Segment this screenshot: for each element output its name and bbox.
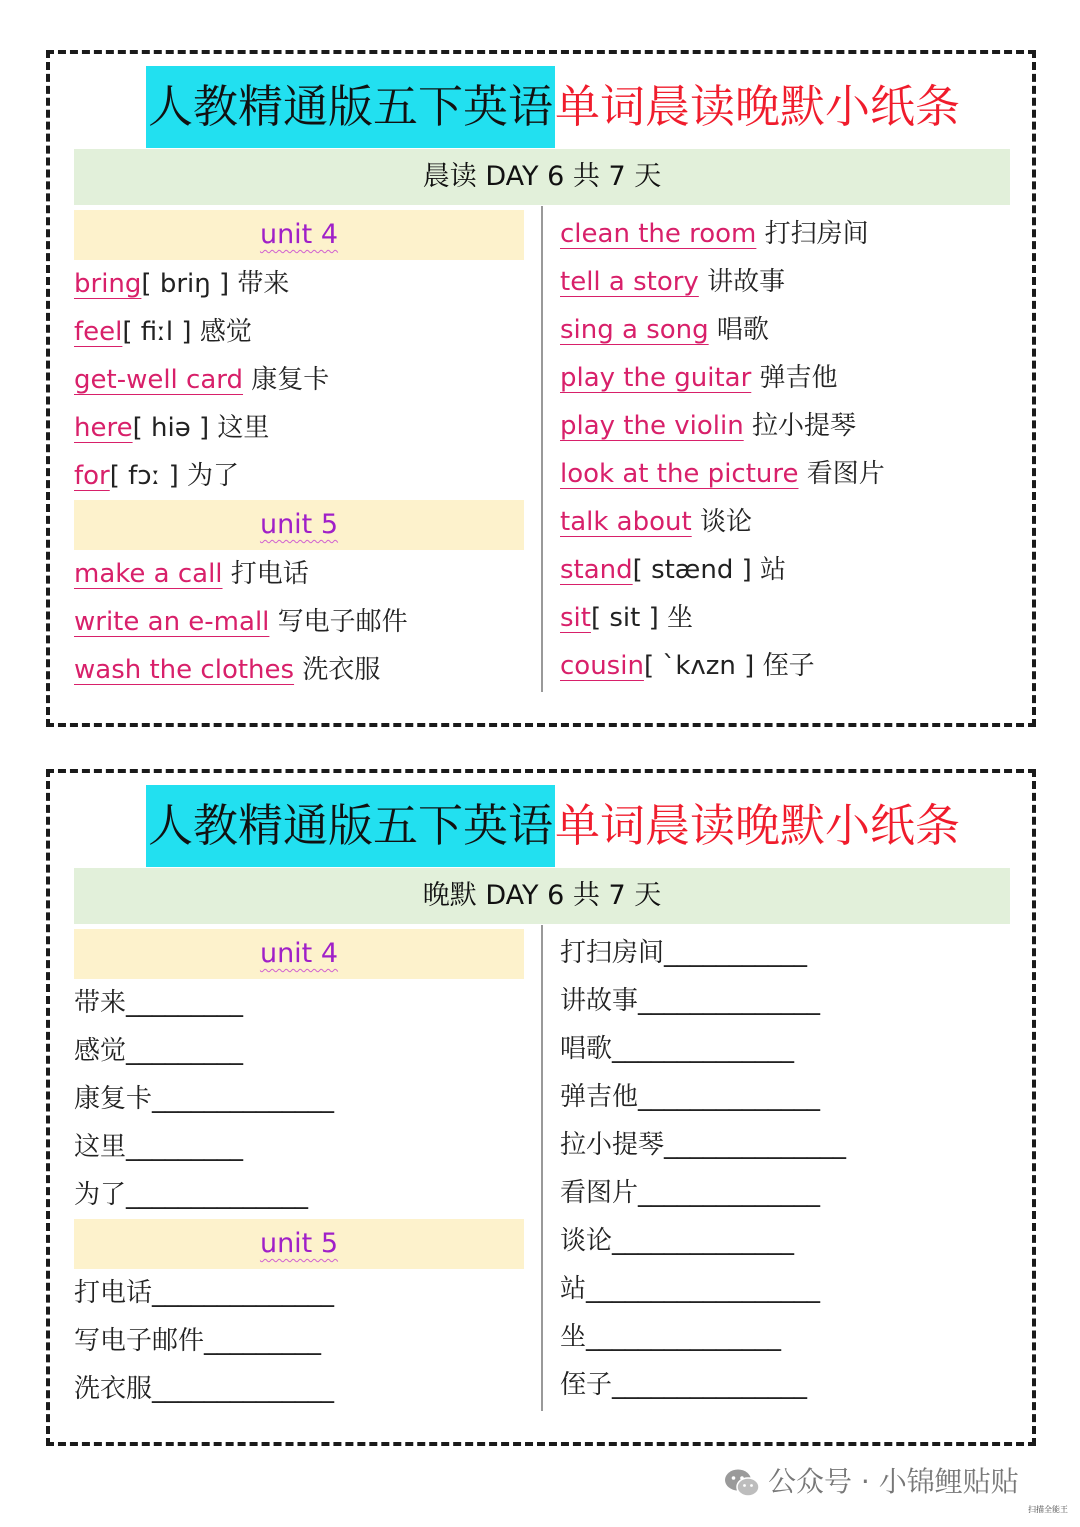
vocab-row — [560, 210, 1020, 258]
english-term: play the violin — [560, 411, 744, 441]
answer-blank[interactable]: ______________ — [612, 1034, 795, 1064]
chinese-prompt: 洗衣服 — [74, 1374, 153, 1404]
chinese-meaning: 洗衣服 — [302, 655, 381, 685]
dictation-row — [560, 1217, 1020, 1265]
chinese-meaning: 打扫房间 — [764, 219, 869, 249]
unit-header — [74, 500, 524, 550]
scanner-stamp: 扫描全能王 — [1028, 1505, 1068, 1514]
column-divider — [541, 925, 543, 1411]
english-term: look at the picture — [560, 459, 799, 489]
dictation-row — [74, 1317, 524, 1365]
phonetic: [ `kʌzn ] — [643, 651, 755, 681]
answer-blank[interactable]: ______________ — [638, 986, 821, 1016]
answer-blank[interactable]: __________________ — [586, 1274, 821, 1304]
english-term: stand — [560, 555, 633, 585]
vocab-row — [560, 306, 1020, 354]
vocab-row — [74, 260, 524, 308]
chinese-meaning: 带来 — [237, 269, 290, 299]
answer-blank[interactable]: ______________ — [664, 1130, 847, 1160]
vocab-row — [74, 404, 524, 452]
evening-card — [46, 769, 1036, 1446]
chinese-meaning: 坐 — [667, 603, 694, 633]
evening-left-column — [74, 929, 524, 1413]
answer-blank[interactable]: _______________ — [612, 1370, 808, 1400]
english-term: here — [74, 413, 133, 443]
vocab-row — [560, 402, 1020, 450]
title-blue-part: 人教精通版五下英语 — [146, 785, 555, 867]
vocab-row — [560, 594, 1020, 642]
answer-blank[interactable]: ______________ — [126, 1180, 309, 1210]
answer-blank[interactable]: ___________ — [664, 938, 808, 968]
chinese-meaning: 这里 — [217, 413, 270, 443]
chinese-prompt: 感觉 — [74, 1036, 127, 1066]
dictation-row — [560, 977, 1020, 1025]
english-term: cousin — [560, 651, 644, 681]
vocab-row — [74, 308, 524, 356]
answer-blank[interactable]: _________ — [204, 1326, 322, 1356]
chinese-prompt: 坐 — [560, 1322, 587, 1352]
english-term: tell a story — [560, 267, 699, 297]
vocab-row — [74, 646, 524, 694]
morning-day-band: 晨读 DAY 6 共 7 天 — [74, 149, 1010, 205]
english-term: for — [74, 461, 110, 491]
chinese-prompt: 谈论 — [560, 1226, 613, 1256]
unit-header — [74, 210, 524, 260]
evening-day-band: 晚默 DAY 6 共 7 天 — [74, 868, 1010, 924]
answer-blank[interactable]: _______________ — [586, 1322, 782, 1352]
phonetic: [ fiːl ] — [122, 317, 192, 347]
english-term: play the guitar — [560, 363, 752, 393]
dictation-row — [74, 1365, 524, 1413]
chinese-meaning: 弹吉他 — [759, 363, 838, 393]
chinese-meaning: 打电话 — [230, 559, 309, 589]
chinese-prompt: 写电子邮件 — [74, 1326, 205, 1356]
chinese-meaning: 为了 — [187, 461, 240, 491]
dictation-row — [560, 1121, 1020, 1169]
wechat-icon — [724, 1468, 760, 1498]
vocab-row — [560, 642, 1020, 690]
dictation-row — [74, 1123, 524, 1171]
chinese-prompt: 康复卡 — [74, 1084, 153, 1114]
dictation-row — [560, 1361, 1020, 1409]
chinese-prompt: 这里 — [74, 1132, 127, 1162]
title-red-part: 单词晨读晚默小纸条 — [555, 799, 961, 852]
answer-blank[interactable]: ______________ — [152, 1278, 335, 1308]
dictation-row — [560, 1025, 1020, 1073]
chinese-prompt: 讲故事 — [560, 986, 639, 1016]
footer-watermark — [724, 1460, 1019, 1504]
answer-blank[interactable]: _________ — [126, 1132, 244, 1162]
chinese-meaning: 讲故事 — [707, 267, 786, 297]
chinese-meaning: 写电子邮件 — [277, 607, 408, 637]
phonetic: [ stænd ] — [632, 555, 752, 585]
vocab-row — [74, 452, 524, 500]
vocab-row — [560, 258, 1020, 306]
column-divider — [541, 206, 543, 692]
answer-blank[interactable]: ______________ — [152, 1084, 335, 1114]
dictation-row — [74, 1171, 524, 1219]
english-term: talk about — [560, 507, 692, 537]
evening-right-column — [560, 929, 1020, 1409]
answer-blank[interactable]: ______________ — [152, 1374, 335, 1404]
answer-blank[interactable]: ______________ — [638, 1082, 821, 1112]
morning-card — [46, 50, 1036, 727]
english-term: wash the clothes — [74, 655, 295, 685]
vocab-row — [74, 550, 524, 598]
answer-blank[interactable]: _________ — [126, 988, 244, 1018]
morning-right-column — [560, 210, 1020, 690]
answer-blank[interactable]: ______________ — [638, 1178, 821, 1208]
chinese-meaning: 感觉 — [199, 317, 252, 347]
chinese-prompt: 站 — [560, 1274, 587, 1304]
page-title-repeat — [146, 785, 960, 867]
chinese-meaning: 谈论 — [699, 507, 752, 537]
dictation-row — [560, 1073, 1020, 1121]
chinese-meaning: 侄子 — [762, 651, 815, 681]
chinese-prompt: 弹吉他 — [560, 1082, 639, 1112]
morning-left-column — [74, 210, 524, 694]
chinese-meaning: 唱歌 — [716, 315, 769, 345]
chinese-prompt: 打扫房间 — [560, 938, 665, 968]
dictation-row — [560, 1313, 1020, 1361]
unit-label: unit 4 — [259, 938, 339, 969]
chinese-prompt: 打电话 — [74, 1278, 153, 1308]
vocab-row — [560, 354, 1020, 402]
chinese-meaning: 看图片 — [806, 459, 885, 489]
dictation-row — [74, 1027, 524, 1075]
dictation-row — [560, 1169, 1020, 1217]
english-term: get-well card — [74, 365, 244, 395]
chinese-prompt: 为了 — [74, 1180, 127, 1210]
chinese-prompt: 带来 — [74, 988, 127, 1018]
dictation-row — [74, 1269, 524, 1317]
chinese-meaning: 站 — [760, 555, 787, 585]
english-term: sing a song — [560, 315, 709, 345]
english-term: feel — [74, 317, 123, 347]
footer-text: 公众号 · 小锦鲤贴贴 — [768, 1465, 1019, 1498]
unit-label: unit 5 — [259, 509, 339, 540]
phonetic: [ briŋ ] — [141, 269, 230, 299]
phonetic: [ sit ] — [590, 603, 659, 633]
vocab-row — [560, 498, 1020, 546]
vocab-row — [74, 356, 524, 404]
chinese-prompt: 看图片 — [560, 1178, 639, 1208]
chinese-meaning: 康复卡 — [251, 365, 330, 395]
english-term: make a call — [74, 559, 223, 589]
dictation-row — [560, 929, 1020, 977]
vocab-row — [560, 450, 1020, 498]
phonetic: [ fɔː ] — [109, 461, 179, 491]
title-red-part: 单词晨读晚默小纸条 — [555, 80, 961, 133]
vocab-row — [560, 546, 1020, 594]
chinese-prompt: 侄子 — [560, 1370, 613, 1400]
unit-label: unit 5 — [259, 1228, 339, 1259]
chinese-meaning: 拉小提琴 — [751, 411, 856, 441]
dictation-row — [560, 1265, 1020, 1313]
phonetic: [ hiə ] — [132, 413, 210, 443]
dictation-row — [74, 1075, 524, 1123]
vocab-row — [74, 598, 524, 646]
english-term: write an e-mall — [74, 607, 270, 637]
unit-header — [74, 929, 524, 979]
page-title — [146, 66, 960, 148]
answer-blank[interactable]: ______________ — [612, 1226, 795, 1256]
english-term: clean the room — [560, 219, 757, 249]
english-term: sit — [560, 603, 591, 633]
unit-header — [74, 1219, 524, 1269]
chinese-prompt: 拉小提琴 — [560, 1130, 665, 1160]
english-term: bring — [74, 269, 142, 299]
title-blue-part: 人教精通版五下英语 — [146, 66, 555, 148]
chinese-prompt: 唱歌 — [560, 1034, 613, 1064]
unit-label: unit 4 — [259, 219, 339, 250]
answer-blank[interactable]: _________ — [126, 1036, 244, 1066]
dictation-row — [74, 979, 524, 1027]
